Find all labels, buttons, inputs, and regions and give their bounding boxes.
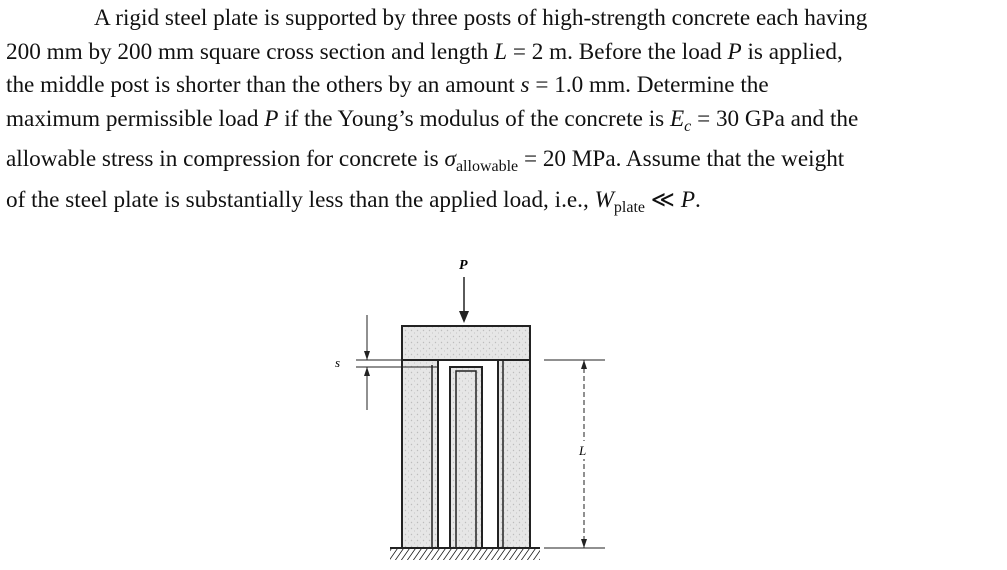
subscript-plate: plate [613,198,645,216]
load-arrowhead [459,311,469,323]
variable-P: P [264,105,279,132]
length-arrowhead-up [581,360,587,369]
length-arrowhead-down [581,539,587,548]
variable-E: E [670,105,685,132]
problem-line-3 [6,69,1001,103]
text-segment: = 1.0 mm. Determine the [529,72,769,98]
variable-W: W [594,186,614,213]
load-label: P [459,258,468,273]
gap-arrowhead-up [364,367,370,376]
problem-line-6 [6,184,1001,225]
text-segment: = 20 MPa. Assume that the weight [518,146,845,172]
text-segment: allowable stress in compression for concrete is [6,146,445,172]
subscript-c: c [684,117,692,135]
ground-hatch [390,548,540,560]
problem-line-5 [6,143,1001,184]
problem-line-1: A rigid steel plate is supported by three posts of high-strength concrete each having [94,5,868,31]
problem-line-4 [6,103,1001,144]
text-segment: maximum permissible load [6,105,265,132]
text-segment: ≪ [645,186,681,213]
text-segment: = 30 GPa and the [691,105,859,132]
variable-sigma: σ [444,146,456,172]
text-segment: 200 mm by 200 mm square cross section and length [6,38,495,65]
gap-label: s [335,355,341,370]
post-middle [450,367,482,548]
variable-s: s [520,72,530,98]
length-label: L [579,443,587,458]
text-segment: is applied, [741,38,843,65]
problem-line-2 [6,36,1001,70]
posts-diagram [320,245,640,570]
steel-plate [402,326,530,360]
gap-arrowhead-down [364,351,370,360]
text-segment: of the steel plate is substantially less than the applied load, i.e., [6,186,595,213]
subscript-allowable: allowable [455,158,519,175]
variable-P: P [727,38,742,65]
text-segment: the middle post is shorter than the others by an amount [6,72,521,98]
problem-statement [6,2,1001,224]
variable-L: L [494,38,508,65]
text-segment: = 2 m. Before the load [507,38,728,65]
variable-P: P [680,186,696,213]
text-segment: . [695,186,701,213]
text-segment: if the Young’s modulus of the concrete is [278,105,670,132]
